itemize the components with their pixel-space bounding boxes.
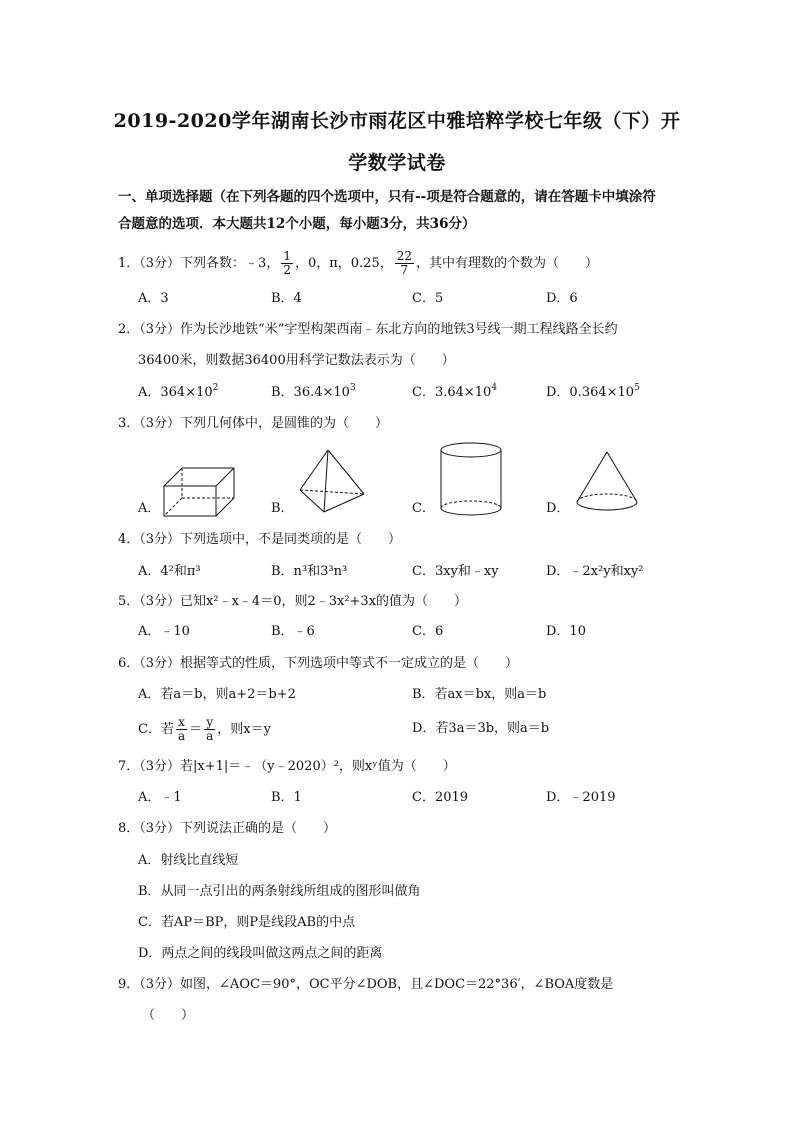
cylinder-figure	[436, 440, 506, 520]
q1-option-b[interactable]: B．4	[271, 291, 302, 306]
q8-option-c[interactable]: C．若AP＝BP，则P是线段AB的中点	[138, 915, 356, 930]
question-8: 8．（3分）下列说法正确的是（ ）	[118, 821, 337, 836]
q5-option-d[interactable]: D．10	[546, 624, 586, 639]
fraction-22-7: $\frac{22}{7}$	[396, 249, 413, 277]
fraction-one-half: $\frac{1}{2}$	[283, 249, 291, 277]
question-2-line2: 36400米，则数据36400用科学记数法表示为（ ）	[138, 353, 455, 368]
question-4: 4．（3分）下列选项中，不是同类项的是（ ）	[118, 532, 402, 547]
question-5: 5．（3分）已知x²﹣x﹣4＝0，则2﹣3x²+3x的值为（ ）	[118, 594, 468, 609]
q3-option-d[interactable]: D．	[546, 501, 570, 516]
question-9-line1: 9．（3分）如图，∠AOC＝90°，OC平分∠DOB，且∠DOC＝22°36′，∠BOA度数是	[118, 977, 614, 992]
q3-option-b[interactable]: B．	[271, 501, 294, 516]
q2-option-a[interactable]: A．$364\times 10^2$	[138, 383, 219, 400]
q2-option-b[interactable]: B．$36.4\times 10^3$	[271, 383, 356, 400]
q7-option-a[interactable]: A．﹣1	[138, 790, 182, 805]
question-9-line2: （ ）	[142, 1008, 195, 1023]
q6-option-a[interactable]: A．若a＝b，则a+2＝b+2	[138, 687, 296, 702]
q4-option-a[interactable]: A．4²和π³	[138, 564, 201, 579]
section-heading-line1: 一、单项选择题（在下列各题的四个选项中，只有--项是符合题意的，请在答题卡中填涂符	[118, 189, 656, 205]
q4-option-c[interactable]: C．3xy和﹣xy	[412, 564, 499, 579]
q2-option-c[interactable]: C．$3.64\times 10^4$	[412, 383, 498, 400]
question-1: 1．（3分）下列各数：﹣3， $\frac{1}{2}$ ，0，π，0.25， $\frac{22}{7}$ ，其中有理数的个数为（ ）	[118, 249, 599, 277]
fraction-y-over-a: $\frac{y}{a}$	[206, 715, 214, 743]
q8-option-d[interactable]: D．两点之间的线段叫做这两点之间的距离	[138, 946, 383, 961]
q5-option-c[interactable]: C．6	[412, 624, 444, 639]
q3-option-c[interactable]: C．	[412, 501, 435, 516]
q8-option-b[interactable]: B．从同一点引出的两条射线所组成的图形叫做角	[138, 884, 421, 899]
q1-option-d[interactable]: D．6	[546, 291, 578, 306]
q6-option-b[interactable]: B．若ax＝bx，则a＝b	[412, 687, 547, 702]
question-3: 3．（3分）下列几何体中，是圆锥的为（ ）	[118, 416, 389, 431]
q1-option-a[interactable]: A．3	[138, 291, 169, 306]
q7-option-c[interactable]: C．2019	[412, 790, 469, 805]
cuboid-figure	[158, 460, 240, 520]
question-6: 6．（3分）根据等式的性质，下列选项中等式不一定成立的是（ ）	[118, 656, 519, 671]
section-heading-line2: 合题意的选项．本大题共12个小题，每小题3分，共36分）	[118, 216, 476, 232]
pyramid-figure	[294, 446, 370, 518]
q1-option-c[interactable]: C．5	[412, 291, 444, 306]
q5-option-a[interactable]: A．﹣10	[138, 624, 190, 639]
q3-option-a[interactable]: A．	[138, 501, 161, 516]
q2-option-d[interactable]: D．$0.364\times 10^5$	[546, 383, 640, 400]
q4-option-b[interactable]: B．n³和3³n³	[271, 564, 348, 579]
page-title-line1: 2019-2020学年湖南长沙市雨花区中雅培粹学校七年级（下）开	[113, 110, 681, 132]
q7-option-d[interactable]: D．﹣2019	[546, 790, 616, 805]
question-2-line1: 2．（3分）作为长沙地铁“米”字型构架西南﹣东北方向的地铁3号线一期工程线路全长约	[118, 322, 618, 337]
q6-option-c[interactable]: C．若 $\frac{x}{a}$ ＝ $\frac{y}{a}$ ，则x＝y	[138, 715, 271, 743]
q4-option-d[interactable]: D．﹣2x²y和xy²	[546, 564, 644, 579]
fraction-x-over-a: $\frac{x}{a}$	[177, 715, 186, 743]
q5-option-b[interactable]: B．﹣6	[271, 624, 315, 639]
page-title-line2: 学数学试卷	[348, 152, 446, 174]
q7-option-b[interactable]: B．1	[271, 790, 302, 805]
q8-option-a[interactable]: A．射线比直线短	[138, 853, 239, 868]
q6-option-d[interactable]: D．若3a＝3b，则a＝b	[412, 721, 550, 736]
question-7: 7．（3分）若|x+1|＝﹣（y﹣2020）²，则xʸ值为（ ）	[118, 759, 456, 774]
cone-figure	[572, 448, 642, 518]
